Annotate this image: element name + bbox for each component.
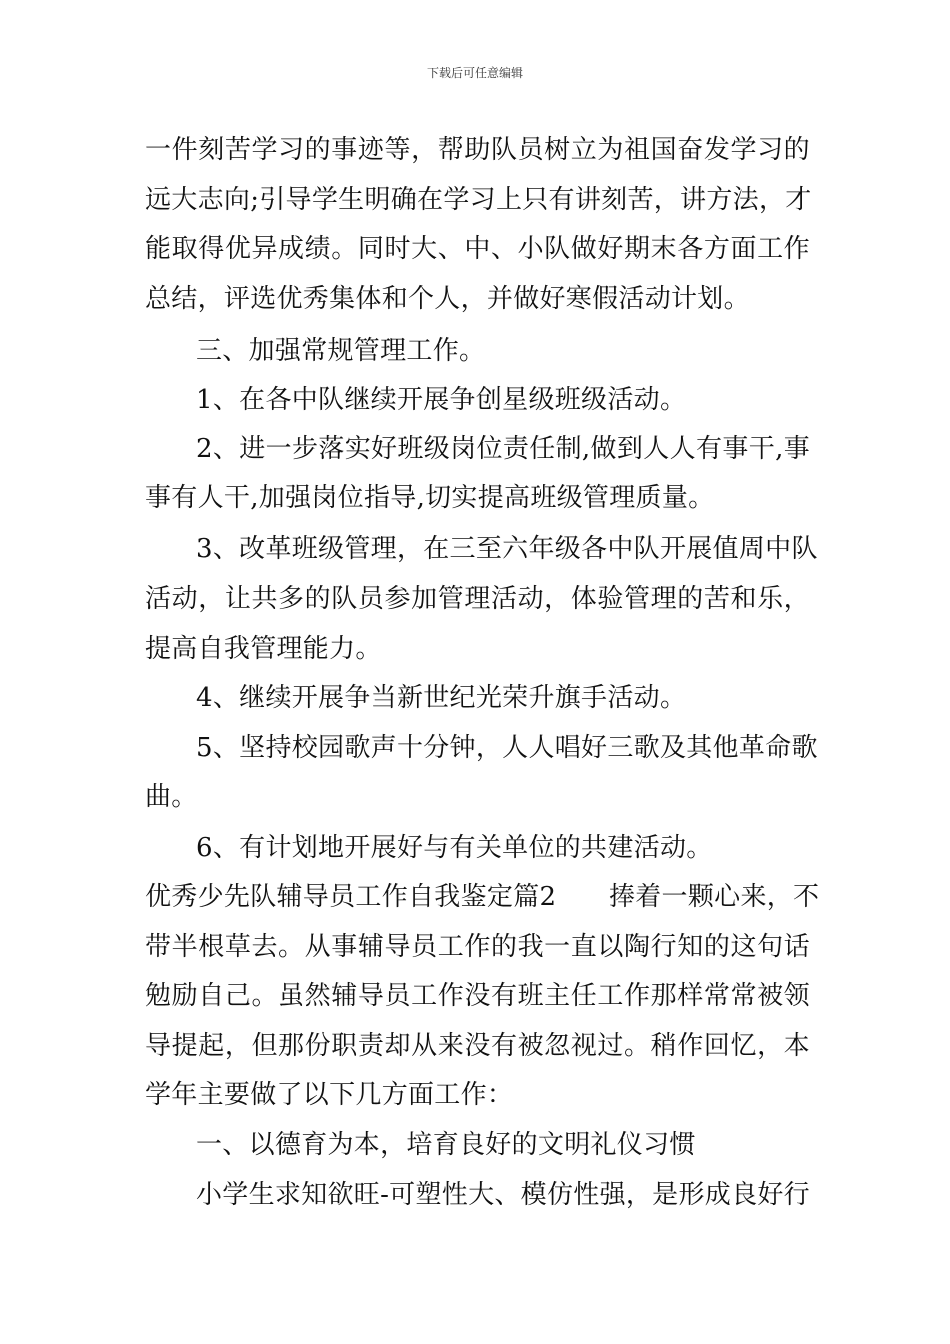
page-header: 下载后可任意编辑 (426, 66, 523, 80)
section-heading: 三、加强常规管理工作。 (196, 336, 486, 366)
section-heading: 一、以德育为本，培育良好的文明礼仪习惯 (196, 1130, 696, 1160)
text-line: 总结，评选优秀集体和个人，并做好寒假活动计划。 (145, 284, 750, 314)
text-line: 小学生求知欲旺-可塑性大、模仿性强，是形成良好行 (196, 1180, 810, 1210)
list-item: 5、坚持校园歌声十分钟，人人唱好三歌及其他革命歌 (196, 733, 818, 763)
list-item: 6、有计划地开展好与有关单位的共建活动。 (196, 833, 713, 863)
article-title-line: 优秀少先队辅导员工作自我鉴定篇2 捧着一颗心来，不 (145, 882, 820, 912)
list-item: 3、改革班级管理，在三至六年级各中队开展值周中队 (196, 534, 818, 564)
list-item: 1、在各中队继续开展争创星级班级活动。 (196, 385, 687, 415)
text-line: 一件刻苦学习的事迹等，帮助队员树立为祖国奋发学习的 (145, 135, 810, 165)
list-item: 4、继续开展争当新世纪光荣升旗手活动。 (196, 683, 687, 713)
text-line: 事有人干,加强岗位指导,切实提高班级管理质量。 (145, 483, 715, 513)
list-item: 2、进一步落实好班级岗位责任制,做到人人有事干,事 (196, 434, 810, 464)
text-line: 导提起，但那份职责却从来没有被忽视过。稍作回忆，本 (145, 1031, 810, 1061)
text-line: 远大志向;引导学生明确在学习上只有讲刻苦，讲方法，才 (145, 185, 812, 215)
text-line: 曲。 (145, 782, 198, 812)
text-line: 活动，让共多的队员参加管理活动，体验管理的苦和乐， (145, 584, 810, 614)
text-line: 提高自我管理能力。 (145, 634, 382, 664)
text-line: 学年主要做了以下几方面工作： (145, 1080, 514, 1110)
text-line: 勉励自己。虽然辅导员工作没有班主任工作那样常常被领 (145, 981, 810, 1011)
text-line: 能取得优异成绩。同时大、中、小队做好期末各方面工作 (145, 234, 810, 264)
text-line: 带半根草去。从事辅导员工作的我一直以陶行知的这句话 (145, 932, 810, 962)
